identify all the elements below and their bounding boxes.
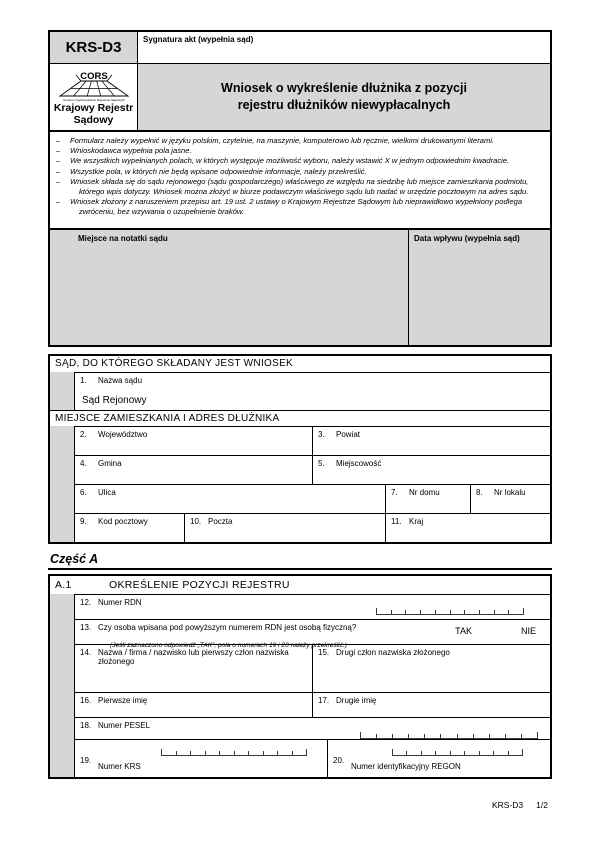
krs-logo (50, 64, 138, 130)
field-ulica[interactable]: 6. Ulica (80, 488, 116, 497)
field-numer-krs[interactable]: 19.Numer KRS (75, 740, 327, 777)
section-a1-header: OKREŚLENIE POZYCJI REJESTRU (109, 579, 290, 591)
field-numer-pesel[interactable]: 18. Numer PESEL (75, 718, 550, 742)
field-poczta[interactable]: 10. Poczta (184, 514, 385, 542)
field-wojewodztwo[interactable]: 2. Województwo (80, 430, 148, 439)
shaded-margin-strip (50, 426, 74, 542)
instruction-item: – Formularz należy wypełnić w języku polskim, czytelnie, na maszynie, komputerowo lub ręcznie, wielkimi drukowanymi literami. (56, 136, 495, 145)
page-footer (492, 800, 548, 810)
digit-boxes-pesel[interactable] (360, 732, 538, 739)
shaded-margin-strip (50, 594, 74, 777)
form-header (48, 30, 552, 132)
section-a1 (48, 574, 552, 779)
field-drugie-imie[interactable]: 17. Drugie imię (312, 693, 550, 717)
field-gmina[interactable]: 4. Gmina (80, 459, 122, 468)
instruction-item: – We wszystkich wypełnianych polach, w których występuje możliwość wyboru, należy wstawić X w jednym odpowiednim kwadracie. (56, 156, 510, 166)
field-numer-rdn[interactable]: 12. Numer RDN (75, 595, 550, 619)
part-a-title: Część A (48, 551, 552, 570)
instruction-item: – Wniosek składa się do sądu rejonowego (sądu gospodarczego) właściwego ze względu na siedzibę lub miejsce zamieszkania podmiotu, którego wpis dotyczy. Wniosek można złożyć w biurze podawczym właściwego sądu lub nadać w urzędzie pocztowym na adres sądu. (56, 176, 529, 197)
field-drugi-czlon-nazwiska[interactable]: 15. Drugi człon nazwiska złożonego (312, 645, 550, 692)
field-nazwa-sadu[interactable]: 1. Nazwa sądu Sąd Rejonowy (75, 373, 550, 410)
cors-grid-icon (58, 70, 130, 102)
form-code: KRS-D3 (65, 39, 122, 56)
case-signature-box[interactable] (138, 32, 550, 63)
instruction-item: – Wnioskodawca wypełnia pola jasne. (56, 146, 192, 156)
field-miejscowosc[interactable]: 5. Miejscowość (312, 456, 550, 484)
field-kraj[interactable]: 11. Kraj (385, 514, 550, 542)
address-section-header: MIEJSCE ZAMIESZKANIA I ADRES DŁUŻNIKA (50, 410, 550, 426)
instructions-list (48, 132, 552, 230)
digit-boxes-rdn[interactable] (376, 608, 524, 615)
form-code-box (50, 32, 138, 63)
digit-boxes-krs[interactable] (161, 749, 307, 756)
shaded-margin-strip (50, 372, 74, 410)
date-received-label: Data wpływu (wypełnia sąd) (414, 234, 520, 243)
field-powiat[interactable]: 3. Powiat (312, 427, 550, 455)
field-13-note: (Jeśli zaznaczono odpowiedź „TAK”, pola o numerach 19 i 20 należy przekreślić.) (110, 642, 347, 649)
section-a1-code: A.1 (55, 579, 72, 591)
org-name: Krajowy Rejestr Sądowy (53, 101, 134, 126)
cors-acronym: CORS (79, 70, 108, 82)
field-nr-domu[interactable]: 7. Nr domu (385, 485, 470, 513)
answer-no-label[interactable]: NIE (520, 626, 536, 636)
court-section-header: SĄD, DO KTÓREGO SKŁADANY JEST WNIOSEK (55, 358, 294, 369)
case-signature-label: Sygnatura akt (wypełnia sąd) (143, 35, 254, 44)
cors-subtext: Centrum Ogólnopolskich Rejestrów Sądowych (62, 97, 125, 102)
field-nazwa-sadu-value: Sąd Rejonowy (82, 395, 147, 406)
field-osoba-fizyczna[interactable]: 13. Czy osoba wpisana pod powyższym numerem RDN jest osobą fizyczną? (Jeśli zaznaczono odpowiedź „TAK”, pola o numerach 19 i 20 należy przekreślić.) TAK NIE (75, 620, 550, 652)
field-nazwa-firma[interactable]: 14. Nazwa / firma / nazwisko lub pierwszy człon nazwiska złożonego (80, 648, 289, 666)
digit-boxes-regon[interactable] (392, 749, 523, 756)
form-title: Wniosek o wykreślenie dłużnika z pozycji rejestru dłużników niewypłacalnych (138, 64, 550, 130)
court-notes-label: Miejsce na notatki sądu (78, 234, 168, 243)
date-received-box (409, 230, 550, 345)
field-pierwsze-imie[interactable]: 16. Pierwsze imię (80, 696, 148, 705)
field-nr-lokalu[interactable]: 8. Nr lokalu (470, 485, 550, 513)
court-notes-box (50, 230, 409, 345)
court-and-address-section (48, 354, 552, 544)
footer-page-number: 1/2 (536, 800, 548, 810)
instruction-item: – Wszystkie pola, w których nie będą wpisane odpowiednie informacje, należy przekreślić. (56, 166, 367, 176)
field-kod-pocztowy[interactable]: 9. Kod pocztowy (80, 517, 148, 526)
instruction-item: – Wniosek złożony z naruszeniem przepisu art. 19 ust. 2 ustawy o Krajowym Rejestrze Sądowym lub nieprawidłowo wypełniony podlega zwróceniu, bez wzywania o uzupełnienie braków. (56, 197, 523, 217)
answer-yes-label[interactable]: TAK (455, 626, 472, 636)
field-numer-regon[interactable]: 20.Numer identyfikacyjny REGON (327, 740, 550, 777)
footer-form-code: KRS-D3 (491, 800, 524, 810)
